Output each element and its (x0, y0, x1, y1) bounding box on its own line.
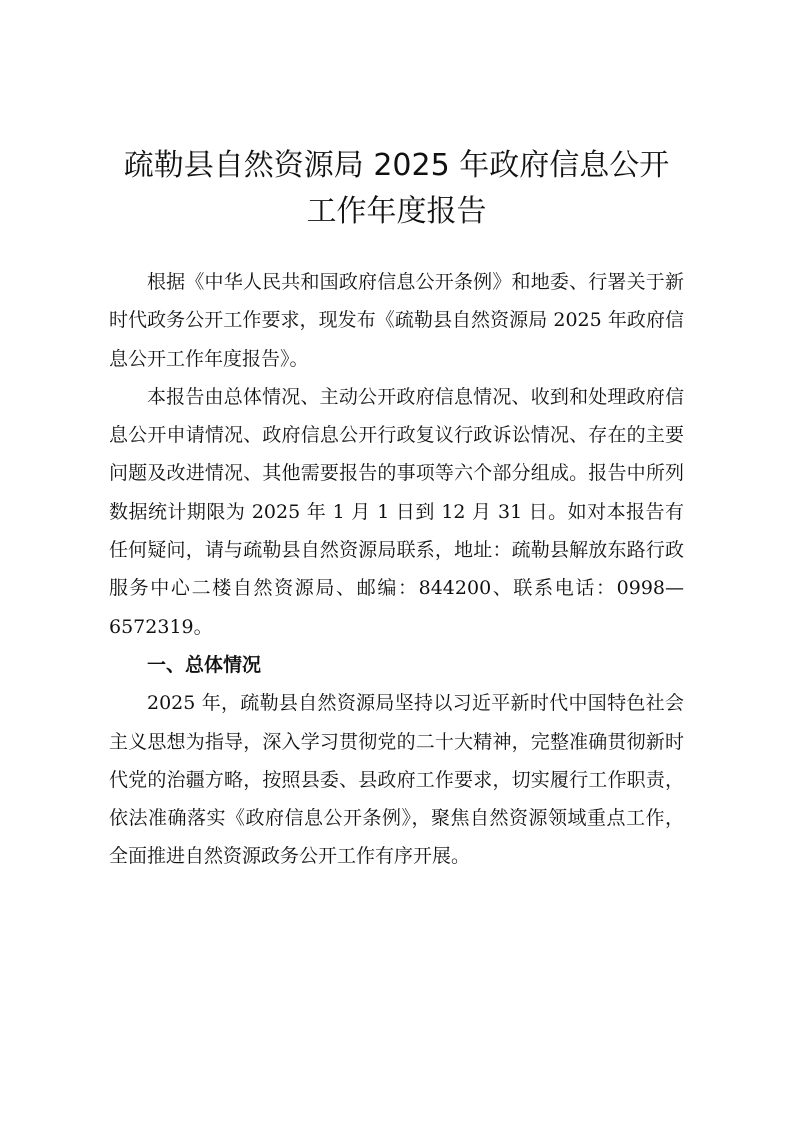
overview-paragraph: 2025 年，疏勒县自然资源局坚持以习近平新时代中国特色社会主义思想为指导，深入学习贯彻党的二十大精神，完整准确贯彻新时代党的治疆方略，按照县委、县政府工作要求，切实履行工作职责，依法准确落实《政府信息公开条例》，聚焦自然资源领域重点工作，全面推进自然资源政务公开工作有序开展。 (109, 692, 684, 868)
intro-paragraph: 根据《中华人民共和国政府信息公开条例》和地委、行署关于新时代政务公开工作要求，现发布《疏勒县自然资源局 2025 年政府信息公开工作年度报告》。 (109, 271, 684, 370)
scope-paragraph: 本报告由总体情况、主动公开政府信息情况、收到和处理政府信息公开申请情况、政府信息公开行政复议行政诉讼情况、存在的主要问题及改进情况、其他需要报告的事项等六个部分组成。报告中所列数据统计期限为 2025 年 1 月 1 日到 12 月 31 日。如对本报告有任何疑问，请与疏勒县自然资源局联系，地址：疏勒县解放东路行政服务中心二楼自然资源局、邮编：844200、联系电话：0998—6572319。 (109, 385, 684, 638)
document-body (109, 263, 684, 876)
section-heading-overview: 一、总体情况 (147, 653, 262, 676)
document-title-line-1: 疏勒县自然资源局 2025 年政府信息公开 (123, 148, 670, 183)
document-title-line-2: 工作年度报告 (306, 194, 487, 229)
